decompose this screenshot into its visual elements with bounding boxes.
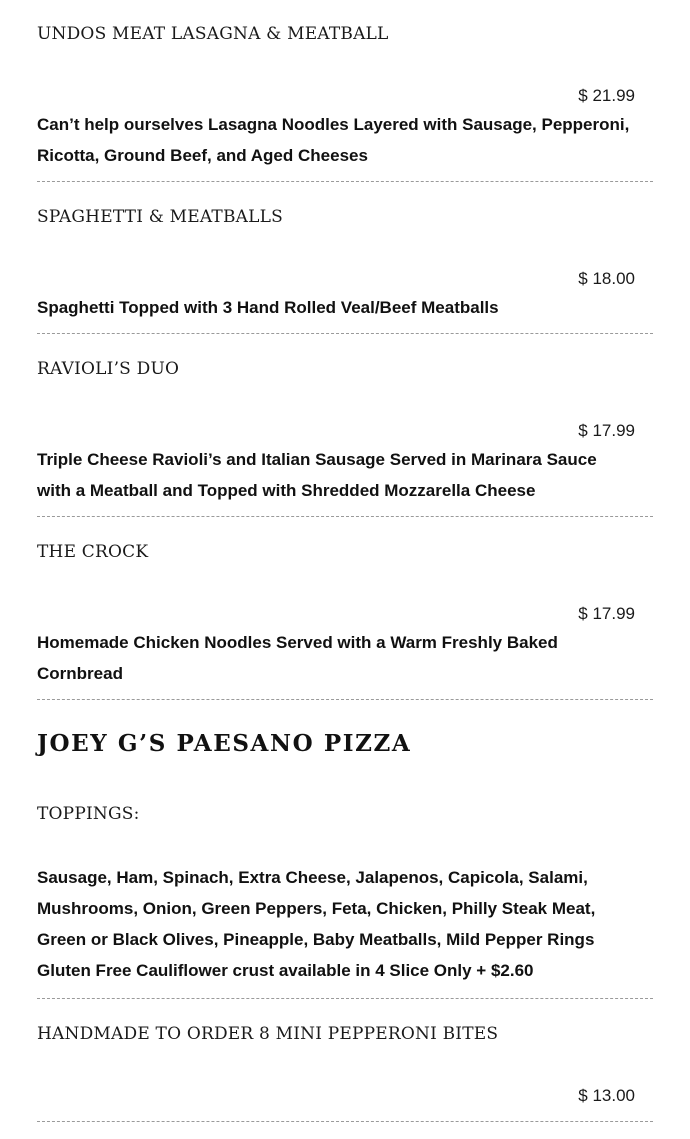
item-description: Triple Cheese Ravioli’s and Italian Sausage Served in Marinara Sauce with a Meatball and Topped with Shredded Mozzarella Cheese — [37, 450, 597, 500]
menu-item-ravioli — [37, 334, 653, 517]
item-name: THE CROCK — [37, 542, 149, 562]
item-price: $ 13.00 — [578, 1086, 635, 1105]
toppings-line: Gluten Free Cauliflower crust available in 4 Slice Only + $2.60 — [37, 961, 534, 980]
item-price: $ 21.99 — [578, 86, 635, 105]
item-price: $ 17.99 — [578, 604, 635, 623]
item-description: Can’t help ourselves Lasagna Noodles Layered with Sausage, Pepperoni, Ricotta, Ground Beef, and Aged Cheeses — [37, 115, 630, 165]
item-name: TOPPINGS: — [37, 804, 140, 824]
toppings-line: Green or Black Olives, Pineapple, Baby Meatballs, Mild Pepper Rings — [37, 930, 595, 949]
section-title-pizza: JOEY G’S PAESANO PIZZA — [37, 730, 412, 757]
item-price: $ 18.00 — [578, 269, 635, 288]
menu-item-crock — [37, 517, 653, 700]
item-name: RAVIOLI’S DUO — [37, 359, 180, 379]
item-description: Spaghetti Topped with 3 Hand Rolled Veal/Beef Meatballs — [37, 298, 499, 317]
toppings-line: Mushrooms, Onion, Green Peppers, Feta, Chicken, Philly Steak Meat, — [37, 899, 596, 918]
toppings-list — [37, 862, 653, 998]
menu-item-toppings — [37, 759, 653, 999]
menu-page — [37, 0, 653, 1122]
item-name: HANDMADE TO ORDER 8 MINI PEPPERONI BITES — [37, 1024, 499, 1044]
item-description: Homemade Chicken Noodles Served with a Warm Freshly Baked Cornbread — [37, 633, 558, 683]
item-name: SPAGHETTI & MEATBALLS — [37, 207, 283, 227]
menu-item-pepperoni-bites — [37, 999, 653, 1122]
item-price: $ 17.99 — [578, 421, 635, 440]
toppings-line: Sausage, Ham, Spinach, Extra Cheese, Jalapenos, Capicola, Salami, — [37, 868, 588, 887]
menu-item-lasagna — [37, 0, 653, 182]
item-name: UNDOS MEAT LASAGNA & MEATBALL — [37, 24, 389, 44]
menu-item-spaghetti — [37, 182, 653, 334]
